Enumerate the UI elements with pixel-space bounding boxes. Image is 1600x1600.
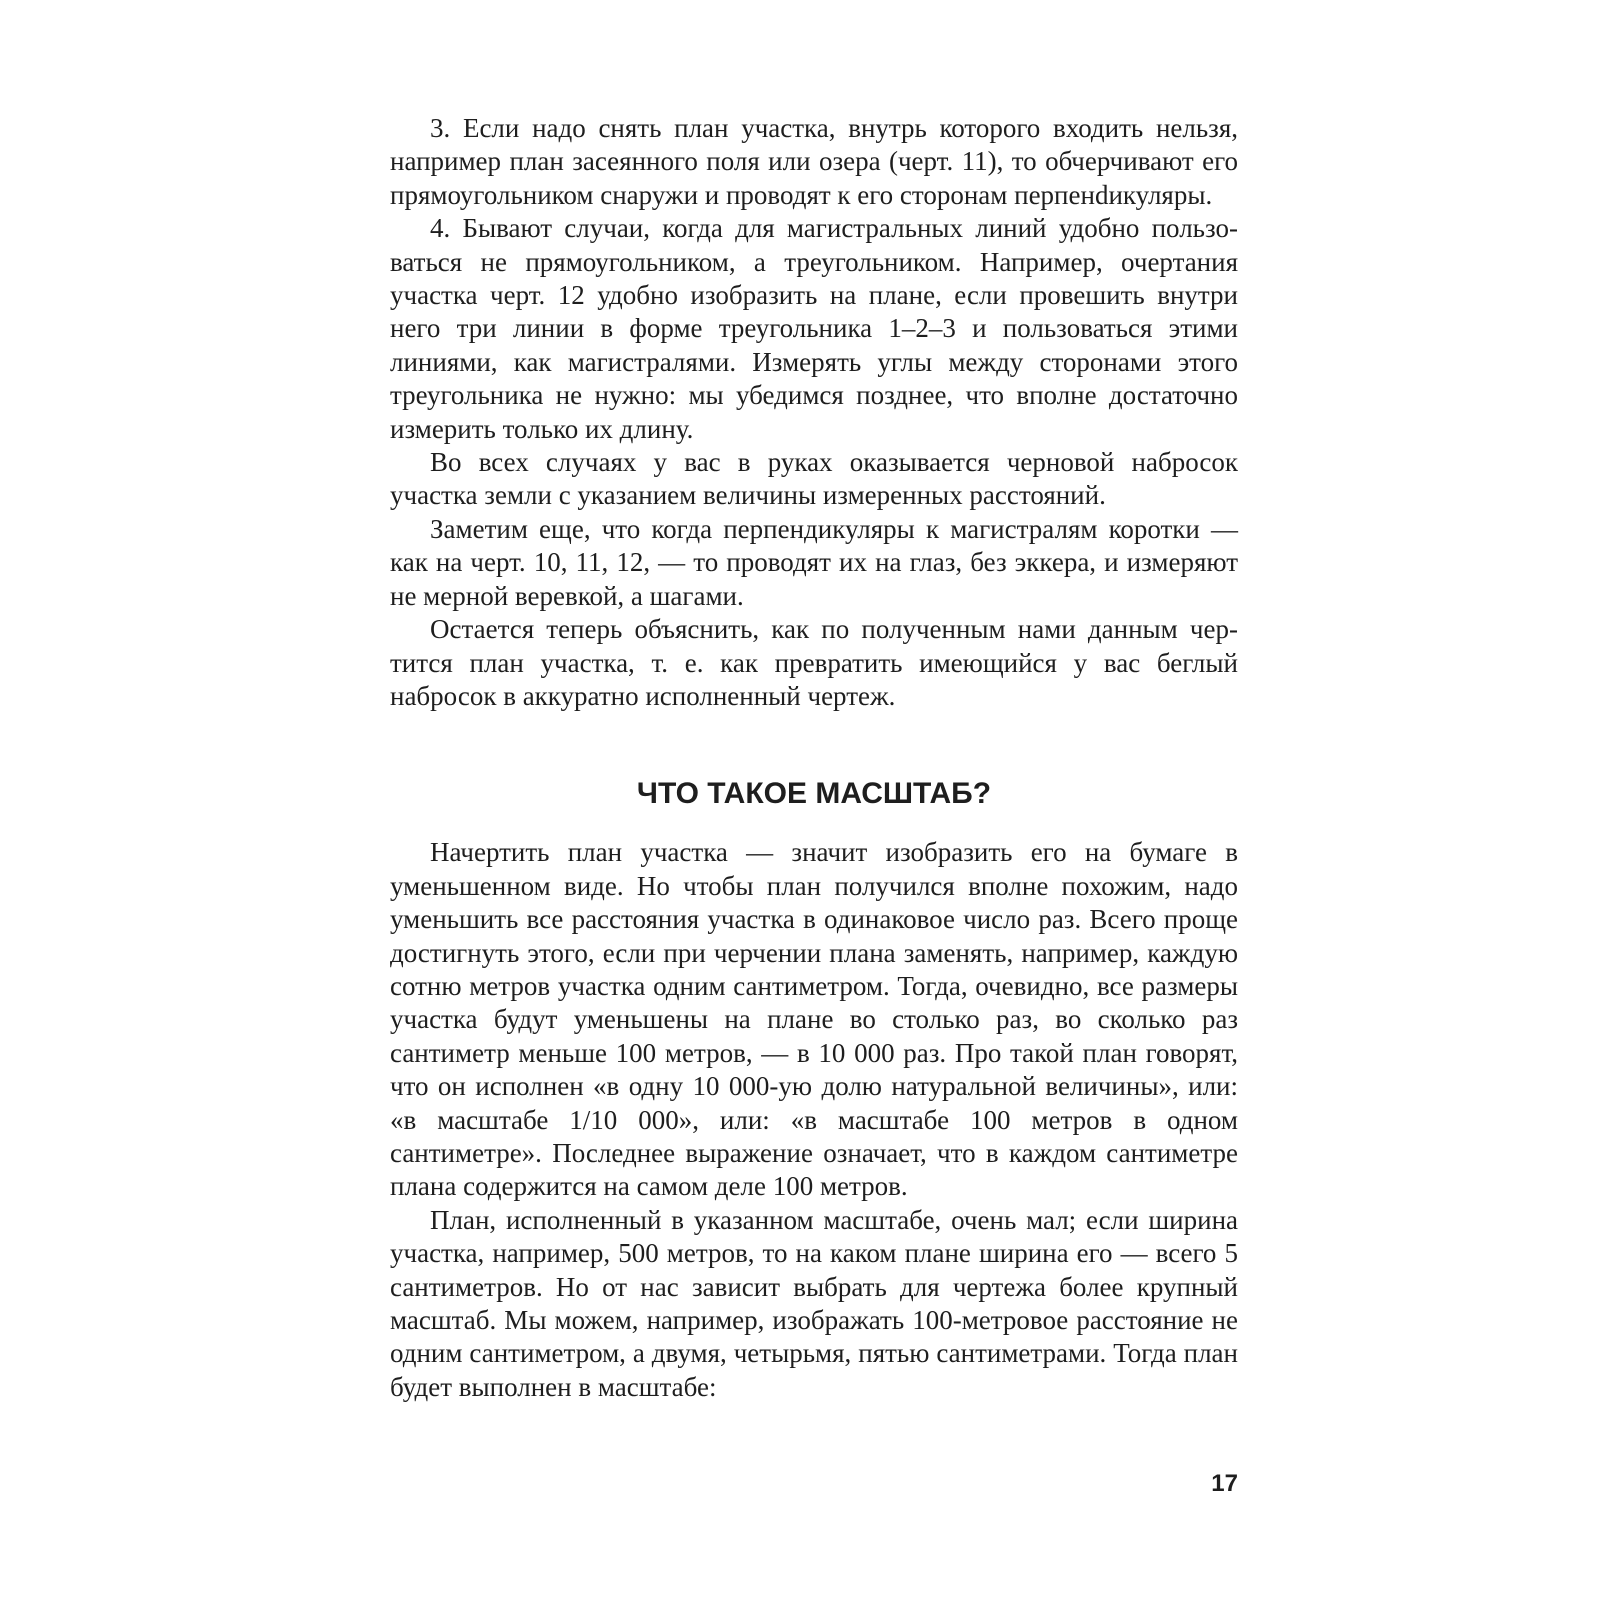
- section-heading: ЧТО ТАКОЕ МАСШТАБ?: [636, 777, 992, 811]
- paragraph-scale-definition: Начертить план участка — значит изобразить его на бумаге в уменьшенном виде. Но чтобы план получился вполне похожим, надо уменьшить все расстояния участка в одинаковое число раз. Всего проще достигнуть этого, если при черчении плана заменять, например, каждую сотню метров участка одним сантиметром. Тогда, очевидно, все размеры участка будут уменьшены на плане во столько раз, во сколько раз сантиметр меньше 100 метров, — в 10 000 раз. Про такой план говорят, что он исполнен «в одну 10 000-ую долю натуральной величины», или: «в масштабе 1/10 000», или: «в масштабе 100 метров в одном сантиметре». Последнее выражение означает, что в каждом сантиметре плана содержится на самом деле 100 метров.: [390, 837, 1238, 1202]
- paragraph-drawing-plan: Остается теперь объяснить, как по полученным нами данным чертится план участка, т. е. как превратить имеющийся у вас беглый набросок в аккуратно исполненный чертеж.: [390, 614, 1238, 711]
- paragraph-larger-scale: План, исполненный в указанном масштабе, очень мал; если ширина участка, например, 500 метров, то на каком плане ширина его — всего 5 сантиметров. Но от нас зависит выбрать для чертежа более крупный масштаб. Мы можем, например, изображать 100-метровое расстояние не одним сантиметром, а двумя, четырьмя, пятью сантиметрами. Тогда план будет выполнен в масштабе:: [390, 1204, 1238, 1402]
- text-column: [390, 112, 1238, 1404]
- paragraph-short-perpendiculars: Заметим еще, что когда перпендикуляры к магистралям коротки — как на черт. 10, 11, 12, — то проводят их на глаз, без эккера, и измеряют не мерной веревкой, а шагами.: [390, 513, 1238, 611]
- paragraph-item-3: 3. Если надо снять план участка, внутрь которого входить нельзя, например план засеянного поля или озера (черт. 11), то обчерчивают его прямоугольником снаружи и проводят к его сторонам перпенdикуляры.: [390, 113, 1238, 210]
- paragraph-rough-sketch: Во всех случаях у вас в руках оказывается черновой набросок участка земли с указанием величины измеренных расстояний.: [390, 447, 1238, 511]
- paragraph-item-4: 4. Бывают случаи, когда для магистральных линий удобно пользоваться не прямоугольником, а треугольником. Например, очертания участка черт. 12 удобно изобразить на плане, если провешить внутри него три линии в форме треугольника 1–2–3 и пользоваться этими линиями, как магистралями. Измерять углы между сторонами этого треугольника не нужно: мы убедимся позднее, что вполне достаточно измерить только их длину.: [390, 213, 1238, 444]
- page-number: 17: [1211, 1470, 1238, 1497]
